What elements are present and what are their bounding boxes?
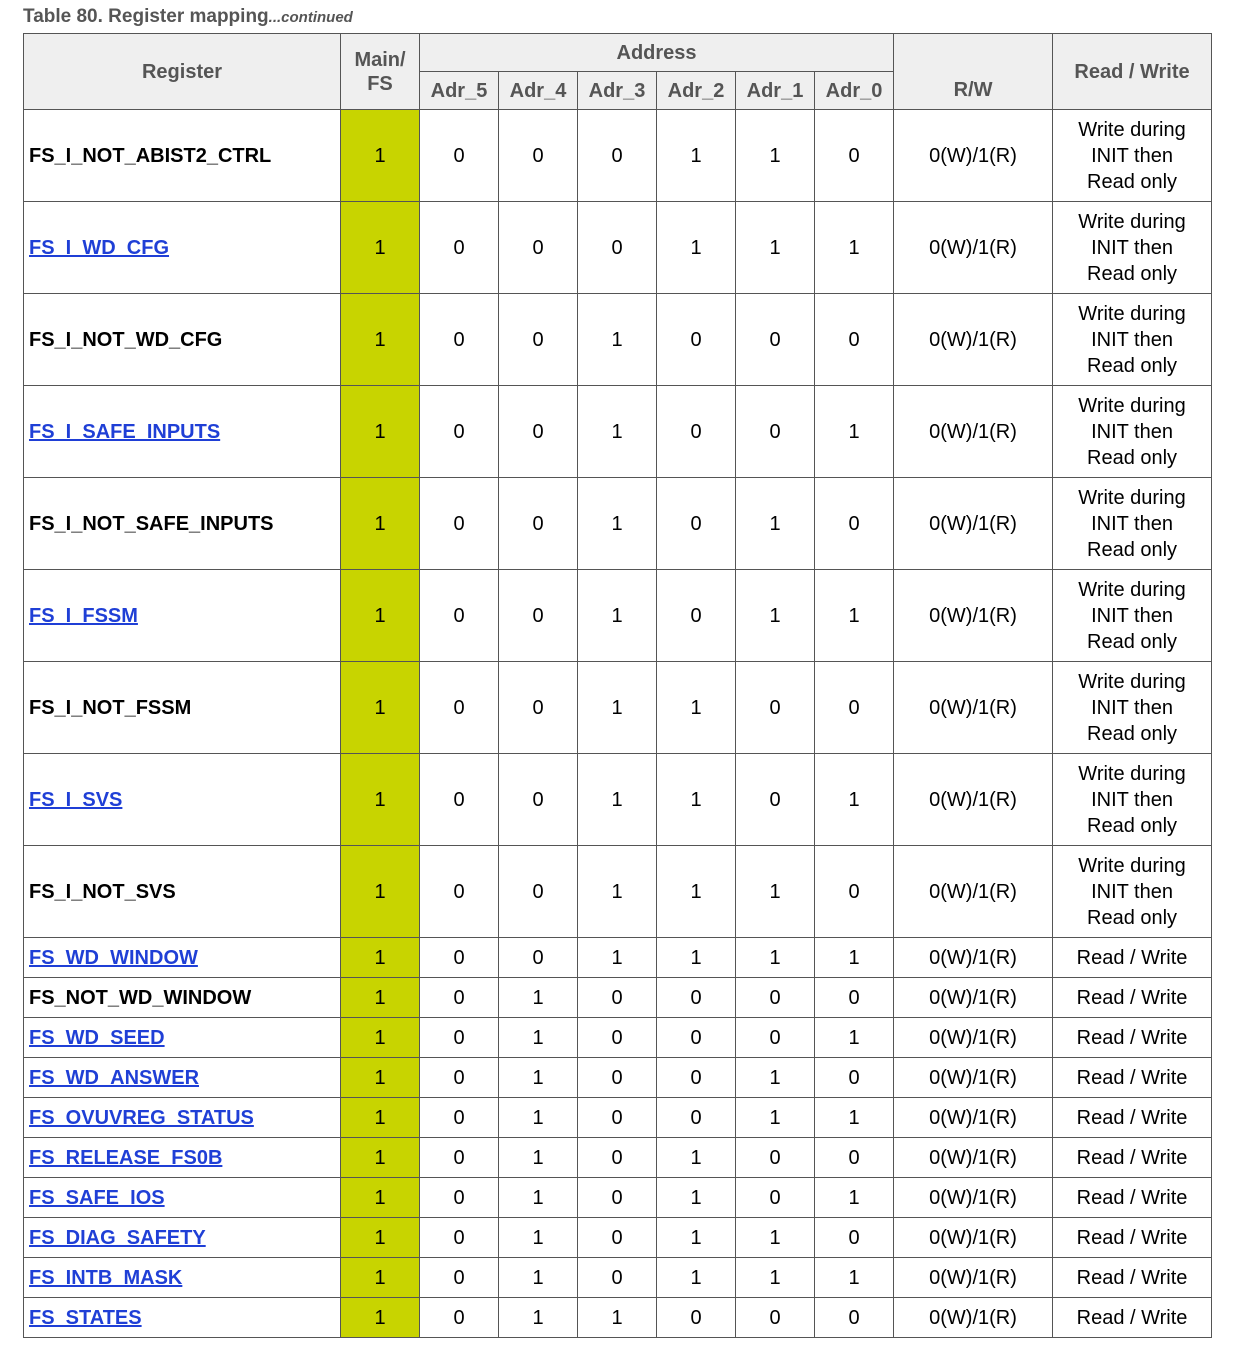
- header-address: Address: [420, 34, 894, 72]
- header-adr-5: Adr_5: [420, 72, 499, 110]
- address-bit-cell: 0: [578, 1218, 657, 1258]
- main-fs-cell: 1: [341, 1138, 420, 1178]
- address-bit-cell: 1: [815, 1258, 894, 1298]
- rw-cell: 0(W)/1(R): [894, 754, 1053, 846]
- address-bit-cell: 1: [499, 1098, 578, 1138]
- address-bit-cell: 1: [736, 110, 815, 202]
- access-cell: [1053, 570, 1212, 662]
- address-bit-cell: 0: [578, 1178, 657, 1218]
- rw-cell: 0(W)/1(R): [894, 846, 1053, 938]
- main-fs-cell: 1: [341, 294, 420, 386]
- address-bit-cell: 1: [499, 1218, 578, 1258]
- address-bit-cell: 0: [736, 1298, 815, 1338]
- table-row: [24, 1298, 1212, 1338]
- table-row: [24, 1098, 1212, 1138]
- main-fs-cell: 1: [341, 846, 420, 938]
- access-line: Write during: [1078, 854, 1186, 877]
- address-bit-cell: 0: [420, 1138, 499, 1178]
- register-link[interactable]: FS_WD_WINDOW: [29, 946, 198, 969]
- access-line: Read / Write: [1076, 1106, 1188, 1129]
- address-bit-cell: 1: [499, 1258, 578, 1298]
- main-fs-cell: 1: [341, 1098, 420, 1138]
- address-bit-cell: 0: [657, 978, 736, 1018]
- main-fs-cell: 1: [341, 1258, 420, 1298]
- register-name: FS_I_NOT_SAFE_INPUTS: [24, 478, 341, 570]
- table-title: Table 80. Register mapping: [23, 6, 269, 27]
- access-line: Read only: [1087, 354, 1178, 377]
- address-bit-cell: 0: [815, 478, 894, 570]
- access-line: Read / Write: [1076, 946, 1188, 969]
- register-link[interactable]: FS_STATES: [29, 1306, 142, 1329]
- address-bit-cell: 0: [736, 978, 815, 1018]
- access-line: INIT then: [1091, 880, 1173, 903]
- register-name[interactable]: [24, 386, 341, 478]
- address-bit-cell: 0: [578, 1058, 657, 1098]
- address-bit-cell: 0: [815, 294, 894, 386]
- access-cell: [1053, 846, 1212, 938]
- register-name[interactable]: [24, 1258, 341, 1298]
- address-bit-cell: 0: [657, 478, 736, 570]
- address-bit-cell: 1: [657, 846, 736, 938]
- access-cell: [1053, 1138, 1212, 1178]
- header-rw: R/W: [894, 34, 1053, 110]
- address-bit-cell: 0: [657, 1058, 736, 1098]
- access-cell: [1053, 1058, 1212, 1098]
- address-bit-cell: 1: [815, 1098, 894, 1138]
- address-bit-cell: 0: [578, 1098, 657, 1138]
- main-fs-cell: 1: [341, 1178, 420, 1218]
- address-bit-cell: 0: [420, 846, 499, 938]
- register-name: FS_I_NOT_ABIST2_CTRL: [24, 110, 341, 202]
- access-line: INIT then: [1091, 236, 1173, 259]
- table-row: [24, 294, 1212, 386]
- address-bit-cell: 0: [736, 662, 815, 754]
- address-bit-cell: 0: [420, 938, 499, 978]
- access-line: Write during: [1078, 302, 1186, 325]
- address-bit-cell: 1: [499, 978, 578, 1018]
- address-bit-cell: 0: [420, 978, 499, 1018]
- header-adr-2: Adr_2: [657, 72, 736, 110]
- address-bit-cell: 1: [815, 1018, 894, 1058]
- address-bit-cell: 1: [578, 570, 657, 662]
- header-main-fs-line2: FS: [367, 72, 393, 95]
- rw-cell: 0(W)/1(R): [894, 1058, 1053, 1098]
- rw-cell: 0(W)/1(R): [894, 110, 1053, 202]
- access-cell: [1053, 478, 1212, 570]
- address-bit-cell: 0: [420, 1178, 499, 1218]
- rw-cell: 0(W)/1(R): [894, 294, 1053, 386]
- main-fs-cell: 1: [341, 978, 420, 1018]
- address-bit-cell: 0: [657, 386, 736, 478]
- register-name: FS_NOT_WD_WINDOW: [24, 978, 341, 1018]
- address-bit-cell: 0: [736, 1018, 815, 1058]
- access-line: Read / Write: [1076, 986, 1188, 1009]
- address-bit-cell: 1: [657, 754, 736, 846]
- main-fs-cell: 1: [341, 1218, 420, 1258]
- address-bit-cell: 0: [736, 1178, 815, 1218]
- register-link[interactable]: FS_I_FSSM: [29, 604, 138, 627]
- address-bit-cell: 0: [499, 478, 578, 570]
- register-link[interactable]: FS_OVUVREG_STATUS: [29, 1106, 254, 1129]
- access-cell: [1053, 1018, 1212, 1058]
- access-line: Read / Write: [1076, 1306, 1188, 1329]
- access-line: Read / Write: [1076, 1266, 1188, 1289]
- address-bit-cell: 0: [499, 662, 578, 754]
- table-row: [24, 478, 1212, 570]
- address-bit-cell: 1: [736, 1058, 815, 1098]
- register-name[interactable]: [24, 938, 341, 978]
- address-bit-cell: 1: [499, 1138, 578, 1178]
- access-line: Write during: [1078, 578, 1186, 601]
- address-bit-cell: 0: [815, 662, 894, 754]
- access-cell: [1053, 1178, 1212, 1218]
- main-fs-cell: 1: [341, 1018, 420, 1058]
- access-line: INIT then: [1091, 420, 1173, 443]
- header-adr-0: Adr_0: [815, 72, 894, 110]
- register-link[interactable]: FS_DIAG_SAFETY: [29, 1226, 206, 1249]
- address-bit-cell: 0: [420, 202, 499, 294]
- access-line: Read only: [1087, 262, 1178, 285]
- address-bit-cell: 0: [499, 570, 578, 662]
- access-line: Write during: [1078, 762, 1186, 785]
- address-bit-cell: 0: [815, 1138, 894, 1178]
- access-line: Read / Write: [1076, 1226, 1188, 1249]
- table-row: [24, 938, 1212, 978]
- table-row: [24, 1258, 1212, 1298]
- main-fs-cell: 1: [341, 754, 420, 846]
- access-line: Read only: [1087, 538, 1178, 561]
- address-bit-cell: 0: [657, 1298, 736, 1338]
- address-bit-cell: 0: [736, 386, 815, 478]
- address-bit-cell: 1: [578, 938, 657, 978]
- table-row: [24, 1138, 1212, 1178]
- register-name[interactable]: [24, 1298, 341, 1338]
- table-row: [24, 1178, 1212, 1218]
- address-bit-cell: 1: [736, 478, 815, 570]
- main-fs-cell: 1: [341, 110, 420, 202]
- address-bit-cell: 1: [657, 662, 736, 754]
- address-bit-cell: 0: [420, 1298, 499, 1338]
- address-bit-cell: 1: [736, 570, 815, 662]
- register-name[interactable]: [24, 1098, 341, 1138]
- access-cell: [1053, 202, 1212, 294]
- rw-cell: 0(W)/1(R): [894, 386, 1053, 478]
- address-bit-cell: 1: [736, 846, 815, 938]
- address-bit-cell: 0: [420, 1258, 499, 1298]
- address-bit-cell: 1: [657, 938, 736, 978]
- address-bit-cell: 0: [736, 1138, 815, 1178]
- header-adr-3: Adr_3: [578, 72, 657, 110]
- rw-cell: 0(W)/1(R): [894, 978, 1053, 1018]
- address-bit-cell: 1: [815, 754, 894, 846]
- address-bit-cell: 1: [499, 1178, 578, 1218]
- rw-cell: 0(W)/1(R): [894, 1178, 1053, 1218]
- access-line: Read / Write: [1076, 1186, 1188, 1209]
- address-bit-cell: 1: [578, 662, 657, 754]
- address-bit-cell: 1: [578, 478, 657, 570]
- header-main-fs: [341, 34, 420, 110]
- access-line: Read / Write: [1076, 1146, 1188, 1169]
- address-bit-cell: 0: [736, 294, 815, 386]
- address-bit-cell: 0: [736, 754, 815, 846]
- rw-cell: 0(W)/1(R): [894, 1138, 1053, 1178]
- rw-cell: 0(W)/1(R): [894, 478, 1053, 570]
- register-link[interactable]: FS_RELEASE_FS0B: [29, 1146, 223, 1169]
- main-fs-cell: 1: [341, 478, 420, 570]
- address-bit-cell: 0: [815, 846, 894, 938]
- access-cell: [1053, 938, 1212, 978]
- access-line: Read only: [1087, 722, 1178, 745]
- address-bit-cell: 1: [657, 1138, 736, 1178]
- address-bit-cell: 0: [420, 110, 499, 202]
- access-line: Read only: [1087, 906, 1178, 929]
- register-mapping-table: [23, 33, 1212, 1338]
- register-link[interactable]: FS_WD_SEED: [29, 1026, 165, 1049]
- address-bit-cell: 1: [736, 202, 815, 294]
- address-bit-cell: 0: [420, 1098, 499, 1138]
- address-bit-cell: 0: [420, 1018, 499, 1058]
- address-bit-cell: 1: [736, 938, 815, 978]
- address-bit-cell: 0: [657, 294, 736, 386]
- address-bit-cell: 0: [499, 386, 578, 478]
- access-line: Read / Write: [1076, 1026, 1188, 1049]
- table-row: [24, 1218, 1212, 1258]
- address-bit-cell: 1: [815, 202, 894, 294]
- register-link[interactable]: FS_I_SVS: [29, 788, 123, 811]
- header-main-fs-line1: Main/: [354, 48, 406, 71]
- access-line: INIT then: [1091, 512, 1173, 535]
- address-bit-cell: 0: [420, 478, 499, 570]
- address-bit-cell: 0: [578, 1138, 657, 1178]
- address-bit-cell: 0: [420, 662, 499, 754]
- address-bit-cell: 1: [657, 1178, 736, 1218]
- rw-cell: 0(W)/1(R): [894, 1018, 1053, 1058]
- rw-cell: 0(W)/1(R): [894, 1218, 1053, 1258]
- main-fs-cell: 1: [341, 662, 420, 754]
- address-bit-cell: 1: [499, 1018, 578, 1058]
- access-line: Write during: [1078, 210, 1186, 233]
- table-row: [24, 846, 1212, 938]
- address-bit-cell: 0: [499, 938, 578, 978]
- main-fs-cell: 1: [341, 938, 420, 978]
- address-bit-cell: 0: [499, 754, 578, 846]
- address-bit-cell: 0: [420, 754, 499, 846]
- register-link[interactable]: FS_I_SAFE_INPUTS: [29, 420, 221, 443]
- address-bit-cell: 0: [578, 978, 657, 1018]
- register-name[interactable]: [24, 1138, 341, 1178]
- address-bit-cell: 1: [499, 1298, 578, 1338]
- register-name[interactable]: [24, 754, 341, 846]
- table-body: [24, 110, 1212, 1338]
- address-bit-cell: 1: [736, 1258, 815, 1298]
- table-caption: [23, 6, 353, 28]
- address-bit-cell: 1: [578, 386, 657, 478]
- access-line: Write during: [1078, 118, 1186, 141]
- address-bit-cell: 1: [657, 1218, 736, 1258]
- address-bit-cell: 1: [578, 754, 657, 846]
- register-name: FS_I_NOT_SVS: [24, 846, 341, 938]
- address-bit-cell: 1: [578, 294, 657, 386]
- address-bit-cell: 1: [815, 938, 894, 978]
- address-bit-cell: 0: [499, 110, 578, 202]
- access-line: INIT then: [1091, 144, 1173, 167]
- access-line: INIT then: [1091, 788, 1173, 811]
- rw-cell: 0(W)/1(R): [894, 570, 1053, 662]
- register-name[interactable]: [24, 570, 341, 662]
- access-line: Read only: [1087, 170, 1178, 193]
- rw-cell: 0(W)/1(R): [894, 662, 1053, 754]
- register-name[interactable]: [24, 1018, 341, 1058]
- address-bit-cell: 1: [657, 202, 736, 294]
- access-cell: [1053, 294, 1212, 386]
- register-name: FS_I_NOT_WD_CFG: [24, 294, 341, 386]
- address-bit-cell: 0: [815, 1298, 894, 1338]
- access-line: Write during: [1078, 486, 1186, 509]
- table-row: [24, 754, 1212, 846]
- address-bit-cell: 0: [420, 1218, 499, 1258]
- address-bit-cell: 0: [420, 1058, 499, 1098]
- rw-cell: 0(W)/1(R): [894, 1098, 1053, 1138]
- access-cell: [1053, 110, 1212, 202]
- table-row: [24, 202, 1212, 294]
- address-bit-cell: 0: [578, 1258, 657, 1298]
- access-cell: [1053, 386, 1212, 478]
- table-continued: ...continued: [268, 9, 353, 26]
- access-line: INIT then: [1091, 696, 1173, 719]
- access-line: INIT then: [1091, 328, 1173, 351]
- register-name[interactable]: [24, 1178, 341, 1218]
- access-cell: [1053, 1098, 1212, 1138]
- table-row: [24, 1058, 1212, 1098]
- header-adr-4: Adr_4: [499, 72, 578, 110]
- address-bit-cell: 1: [657, 1258, 736, 1298]
- access-cell: [1053, 1258, 1212, 1298]
- table-row: [24, 110, 1212, 202]
- register-name[interactable]: [24, 202, 341, 294]
- rw-cell: 0(W)/1(R): [894, 938, 1053, 978]
- main-fs-cell: 1: [341, 1298, 420, 1338]
- main-fs-cell: 1: [341, 570, 420, 662]
- address-bit-cell: 1: [578, 846, 657, 938]
- address-bit-cell: 0: [420, 570, 499, 662]
- rw-cell: 0(W)/1(R): [894, 202, 1053, 294]
- table-row: [24, 1018, 1212, 1058]
- address-bit-cell: 0: [499, 202, 578, 294]
- access-cell: [1053, 754, 1212, 846]
- address-bit-cell: 0: [657, 1098, 736, 1138]
- address-bit-cell: 0: [815, 1218, 894, 1258]
- address-bit-cell: 1: [499, 1058, 578, 1098]
- address-bit-cell: 1: [578, 1298, 657, 1338]
- register-link[interactable]: FS_WD_ANSWER: [29, 1066, 200, 1089]
- address-bit-cell: 1: [736, 1098, 815, 1138]
- main-fs-cell: 1: [341, 202, 420, 294]
- address-bit-cell: 0: [815, 110, 894, 202]
- table-row: [24, 570, 1212, 662]
- register-link[interactable]: FS_INTB_MASK: [29, 1266, 183, 1289]
- rw-cell: 0(W)/1(R): [894, 1258, 1053, 1298]
- header-adr-1: Adr_1: [736, 72, 815, 110]
- register-name[interactable]: [24, 1058, 341, 1098]
- address-bit-cell: 0: [578, 202, 657, 294]
- address-bit-cell: 0: [815, 1058, 894, 1098]
- address-bit-cell: 0: [815, 978, 894, 1018]
- table-row: [24, 978, 1212, 1018]
- address-bit-cell: 1: [815, 570, 894, 662]
- address-bit-cell: 0: [657, 1018, 736, 1058]
- header-register: Register: [24, 34, 341, 110]
- address-bit-cell: 0: [499, 294, 578, 386]
- address-bit-cell: 1: [657, 110, 736, 202]
- address-bit-cell: 1: [815, 386, 894, 478]
- address-bit-cell: 1: [736, 1218, 815, 1258]
- access-line: INIT then: [1091, 604, 1173, 627]
- address-bit-cell: 0: [499, 846, 578, 938]
- address-bit-cell: 0: [420, 386, 499, 478]
- table-row: [24, 662, 1212, 754]
- address-bit-cell: 0: [420, 294, 499, 386]
- access-line: Write during: [1078, 670, 1186, 693]
- access-line: Read only: [1087, 446, 1178, 469]
- access-line: Write during: [1078, 394, 1186, 417]
- register-link[interactable]: FS_I_WD_CFG: [29, 236, 170, 259]
- access-cell: [1053, 662, 1212, 754]
- access-cell: [1053, 1298, 1212, 1338]
- address-bit-cell: 0: [578, 110, 657, 202]
- register-name[interactable]: [24, 1218, 341, 1258]
- access-line: Read only: [1087, 814, 1178, 837]
- register-name: FS_I_NOT_FSSM: [24, 662, 341, 754]
- header-read-write: Read / Write: [1053, 34, 1212, 110]
- access-cell: [1053, 1218, 1212, 1258]
- table-row: [24, 386, 1212, 478]
- access-cell: [1053, 978, 1212, 1018]
- address-bit-cell: 0: [657, 570, 736, 662]
- access-line: Read / Write: [1076, 1066, 1188, 1089]
- access-line: Read only: [1087, 630, 1178, 653]
- address-bit-cell: 1: [815, 1178, 894, 1218]
- main-fs-cell: 1: [341, 386, 420, 478]
- register-link[interactable]: FS_SAFE_IOS: [29, 1186, 165, 1209]
- main-fs-cell: 1: [341, 1058, 420, 1098]
- address-bit-cell: 0: [578, 1018, 657, 1058]
- rw-cell: 0(W)/1(R): [894, 1298, 1053, 1338]
